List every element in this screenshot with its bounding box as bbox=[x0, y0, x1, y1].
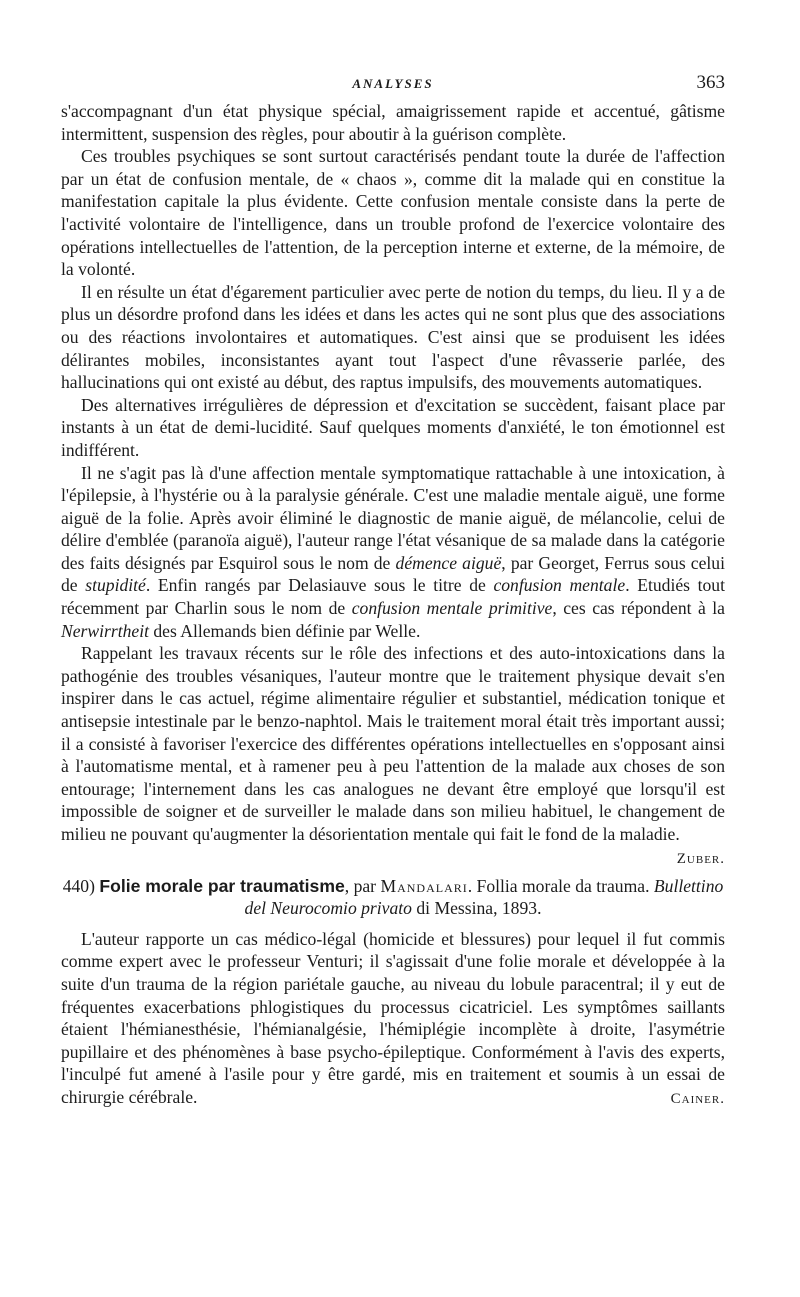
text-run: di Messina, 1893. bbox=[411, 898, 542, 919]
reviewer-signature: Cainer. bbox=[670, 1090, 725, 1107]
entry-title: Folie morale par traumatisme bbox=[99, 875, 345, 896]
italic-term: stupidité bbox=[85, 575, 146, 596]
paragraph bbox=[61, 642, 725, 867]
text-run: . Enfin rangés par Delasiauve sous le titre de bbox=[145, 575, 494, 596]
text-run: Il ne s'agit pas là d'une affection mentale symptomatique rattachable à une intoxication, à l'épilepsie, à l'hystérie ou à la paralysie générale. C'est une maladie mentale aiguë, une forme aiguë de la folie. Après avoir éliminé le diagnostic de manie aiguë, de mélancolie, celui de délire d'emblée (paranoïa aiguë), l'auteur range l'état vésanique de sa malade dans la catégorie des faits désignés par Esquirol sous le nom de bbox=[61, 462, 725, 573]
journal-name: Bullettino del Neurocomio privato bbox=[244, 875, 724, 919]
running-title: ANALYSES bbox=[352, 76, 434, 91]
review-zuber bbox=[61, 100, 725, 867]
paragraph: Il en résulte un état d'égarement particulier avec perte de notion du temps, du lieu. Il y a de plus un désordre profond dans les idées et dans les actes qui ne sont plus que des associations ou des réactions involontaires et automatiques. C'est ainsi que se produisent les idées délirantes mobiles, inconsistantes ayant tout l'aspect d'une rêvasserie parlée, des hallucinations qui ont existé au début, des raptus impulsifs, des mouvements automatiques. bbox=[61, 281, 725, 393]
italic-term: confusion mentale bbox=[493, 575, 626, 596]
entry-author: Mandalari bbox=[380, 875, 468, 896]
text-run: . Follia morale da trauma. bbox=[467, 875, 654, 896]
spacer bbox=[61, 920, 725, 928]
text-run: , ces cas répondent à la bbox=[552, 598, 725, 619]
paragraph: Des alternatives irrégulières de dépression et d'excitation se succèdent, faisant place par instants à un état de demi-lucidité. Sauf quelques moments d'anxiété, le ton émotionnel est indifférent. bbox=[61, 394, 725, 460]
text-run: , par bbox=[344, 875, 381, 896]
text-run: , par Georget, Ferrus sous celui de bbox=[61, 552, 725, 596]
page bbox=[61, 70, 725, 1111]
italic-term: confusion mentale primitive bbox=[351, 598, 553, 619]
paragraph bbox=[61, 462, 725, 643]
text-run: Rappelant les travaux récents sur le rôle des infections et des auto-intoxications dans la pathogénie des troubles vésaniques, l'auteur montre que le traitement physique devait s'en inspirer dans le cas actuel, régime alimentaire régulier et substantiel, médication tonique et antisepsie intestinale par le benzo-naphtol. Mais le traitement moral était très important aussi; il a consisté à favoriser l'exercice des différentes opérations intellectuelles en s'opposant ainsi à l'automatisme mental, et à ramener peu à peu l'attention de la malade aux choses de son entourage; l'internement dans les cas analogues ne devant être employé que lorsqu'il est impossible de soigner et de surveiller le malade dans son milieu habituel, le changement de milieu ne pouvant qu'augmenter la désorientation mentale qui fait le fond de la maladie. bbox=[61, 643, 725, 844]
paragraph bbox=[61, 928, 725, 1109]
paragraph: s'accompagnant d'un état physique spécial, amaigrissement rapide et accentué, gâtisme intermittent, suspension des règles, pour aboutir à la guérison complète. bbox=[61, 101, 725, 144]
reviewer-signature: Zuber. bbox=[676, 850, 725, 867]
entry-heading bbox=[61, 875, 725, 920]
entry-number: 440) bbox=[62, 875, 95, 896]
italic-term: Nerwirrtheit bbox=[61, 620, 149, 641]
page-number: 363 bbox=[696, 72, 725, 93]
italic-term: démence aiguë bbox=[395, 552, 502, 573]
page-header bbox=[61, 70, 725, 100]
review-cainer bbox=[61, 928, 725, 1109]
text-run: des Allemands bien définie par Welle. bbox=[148, 620, 421, 641]
paragraph: Ces troubles psychiques se sont surtout caractérisés pendant toute la durée de l'affection par un état de confusion mentale, de « chaos », comme dit la malade qui en constitue la manifestation capitale la plus évidente. Cette confusion mentale consiste dans la perte de l'activité volontaire de l'intelligence, dans un trouble profond de l'exercice volontaire des opérations intellectuelles de l'attention, de la perception interne et externe, de la mémoire, de la volonté. bbox=[61, 146, 725, 280]
text-run: L'auteur rapporte un cas médico-légal (homicide et blessures) pour lequel il fut commis comme expert avec le professeur Venturi; il s'agissait d'une folie morale et développée à la suite d'un trauma de la région pariétale gauche, au niveau du lobule paracentral; il y eut de fréquentes exacerbations phlogistiques du processus cicatriciel. Les symptômes saillants étaient l'hémianesthésie, l'hémianalgésie, l'hémiplégie incomplète à droite, l'asymétrie pupillaire et des phénomènes à base psycho-épileptique. Conformément à l'avis des experts, l'inculpé fut amené à l'asile pour y être gardé, mis en traitement et soumis à un essai de chirurgie cérébrale. bbox=[61, 928, 725, 1107]
text-run: . Etudiés tout récemment par Charlin sous le nom de bbox=[61, 575, 725, 619]
